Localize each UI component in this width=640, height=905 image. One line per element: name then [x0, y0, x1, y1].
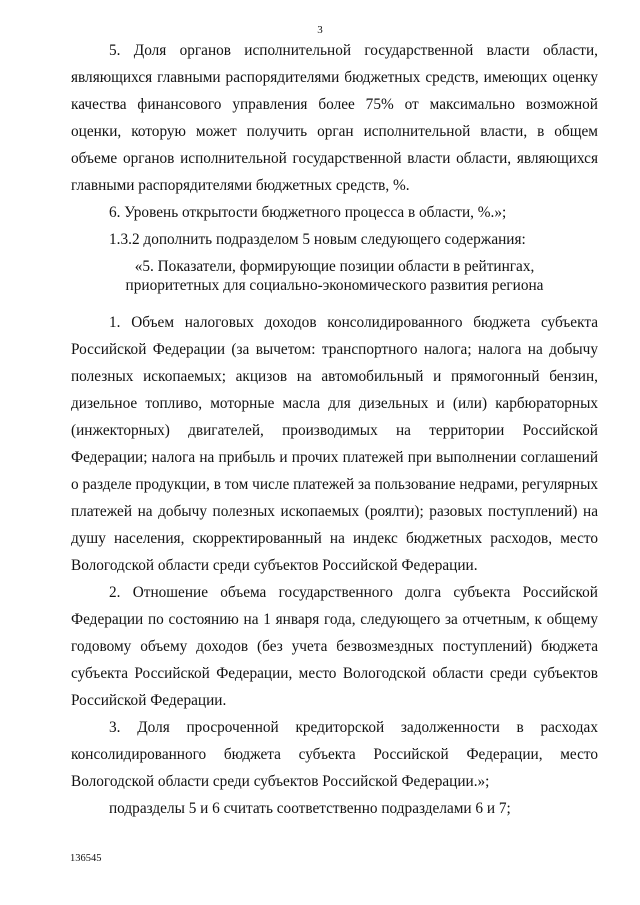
document-body	[71, 37, 598, 822]
page-number: 3	[317, 24, 323, 36]
paragraph-amendment-1-3-2: 1.3.2 дополнить подразделом 5 новым следующего содержания:	[109, 231, 526, 248]
section-heading	[71, 257, 598, 295]
section-heading-line-1: «5. Показатели, формирующие позиции области в рейтингах,	[134, 258, 535, 275]
document-code: 136545	[70, 853, 102, 864]
paragraph-renumbering: подразделы 5 и 6 считать соответственно подразделами 6 и 7;	[109, 800, 511, 817]
section-heading-line-2: приоритетных для социально-экономического развития региона	[125, 277, 544, 294]
paragraph-indicator-2: 2. Отношение объема государственного долга субъекта Российской Федерации по состоянию на 1 января года, следующего за отчетным, к общему годовому объему доходов (без учета безвозмездных поступлений) бюджета субъекта Российской Федерации, место Вологодской области среди субъектов Российской Федерации.	[71, 584, 598, 709]
paragraph-indicator-3: 3. Доля просроченной кредиторской задолженности в расходах консолидированного бюджета субъекта Российской Федерации, место Вологодской области среди субъектов Российской Федерации.»;	[71, 719, 598, 790]
paragraph-item-6: 6. Уровень открытости бюджетного процесса в области, %.»;	[109, 204, 507, 221]
paragraph-indicator-1: 1. Объем налоговых доходов консолидированного бюджета субъекта Российской Федерации (за вычетом: транспортного налога; налога на добычу полезных ископаемых; акцизов на автомобильный и прямогонный бензин, дизельное топливо, моторные масла для дизельных и (или) карбюраторных (инжекторных) двигателей, производимых на территории Российской Федерации; налога на прибыль и прочих платежей при выполнении соглашений о разделе продукции, в том числе платежей за пользование недрами, регулярных платежей на добычу полезных ископаемых (роялти); разовых поступлений) на душу населения, скорректированный на индекс бюджетных расходов, место Вологодской области среди субъектов Российской Федерации.	[71, 314, 598, 574]
paragraph-item-5: 5. Доля органов исполнительной государственной власти области, являющихся главными распорядителями бюджетных средств, имеющих оценку качества финансового управления более 75% от максимально возможной оценки, которую может получить орган исполнительной власти, в общем объеме органов исполнительной государственной власти области, являющихся главными распорядителями бюджетных средств, %.	[71, 42, 598, 194]
